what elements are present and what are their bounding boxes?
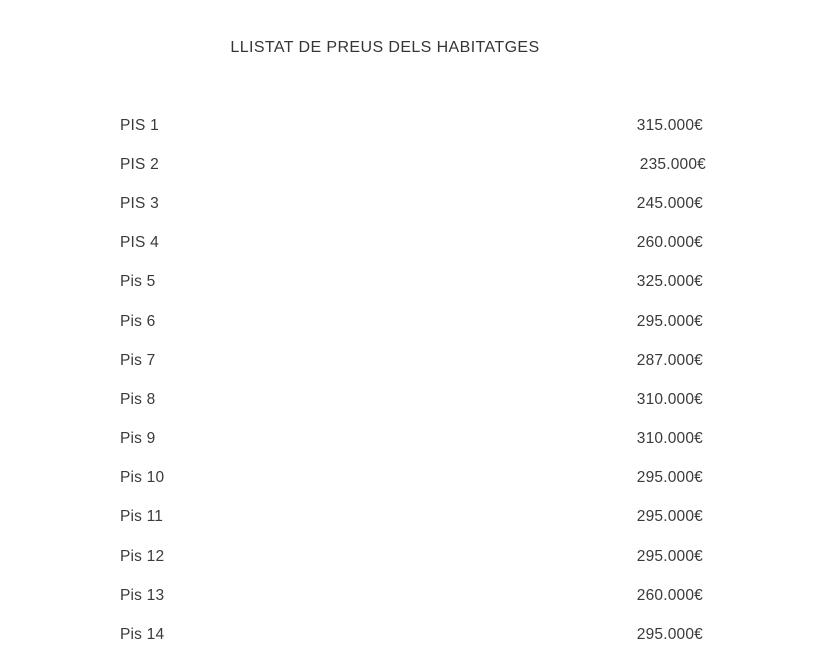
price-row <box>120 459 703 498</box>
unit-price: 325.000€ <box>636 273 703 291</box>
unit-label: Pis 12 <box>120 547 165 565</box>
price-row <box>120 302 703 341</box>
unit-price: 245.000€ <box>636 194 703 212</box>
price-row <box>120 498 703 537</box>
unit-price: 295.000€ <box>636 626 703 644</box>
unit-price: 260.000€ <box>636 586 703 604</box>
unit-label: Pis 14 <box>120 626 165 644</box>
price-row <box>120 184 703 223</box>
unit-price: 315.000€ <box>636 116 703 134</box>
price-row <box>120 224 703 263</box>
unit-label: PIS 3 <box>120 194 159 212</box>
unit-label: Pis 11 <box>120 508 164 526</box>
unit-price: 310.000€ <box>636 390 703 408</box>
unit-price: 235.000€ <box>639 155 706 173</box>
price-row <box>120 106 703 145</box>
price-row <box>120 420 703 459</box>
price-row <box>120 263 703 302</box>
unit-price: 310.000€ <box>636 430 703 448</box>
unit-label: Pis 5 <box>120 273 156 291</box>
unit-price: 260.000€ <box>636 234 703 252</box>
partial-price-row <box>120 615 703 654</box>
unit-label: Pis 13 <box>120 586 165 604</box>
unit-label: PIS 4 <box>120 234 159 252</box>
price-row <box>120 380 703 419</box>
unit-label: Pis 10 <box>120 469 165 487</box>
unit-price: 295.000€ <box>636 312 703 330</box>
unit-label: Pis 9 <box>120 430 156 448</box>
unit-label: PIS 1 <box>120 116 159 134</box>
price-row <box>120 145 706 184</box>
unit-price: 295.000€ <box>636 469 703 487</box>
unit-label: Pis 6 <box>120 312 156 330</box>
price-rows <box>120 106 706 655</box>
unit-price: 287.000€ <box>636 351 703 369</box>
unit-label: PIS 2 <box>120 155 159 173</box>
unit-label: Pis 8 <box>120 390 156 408</box>
unit-label: Pis 7 <box>120 351 156 369</box>
price-row <box>120 576 703 615</box>
price-row <box>120 537 703 576</box>
price-row <box>120 341 703 380</box>
unit-price: 295.000€ <box>636 547 703 565</box>
unit-price: 295.000€ <box>636 508 703 526</box>
document-title: LLISTAT DE PREUS DELS HABITATGES <box>230 39 540 56</box>
